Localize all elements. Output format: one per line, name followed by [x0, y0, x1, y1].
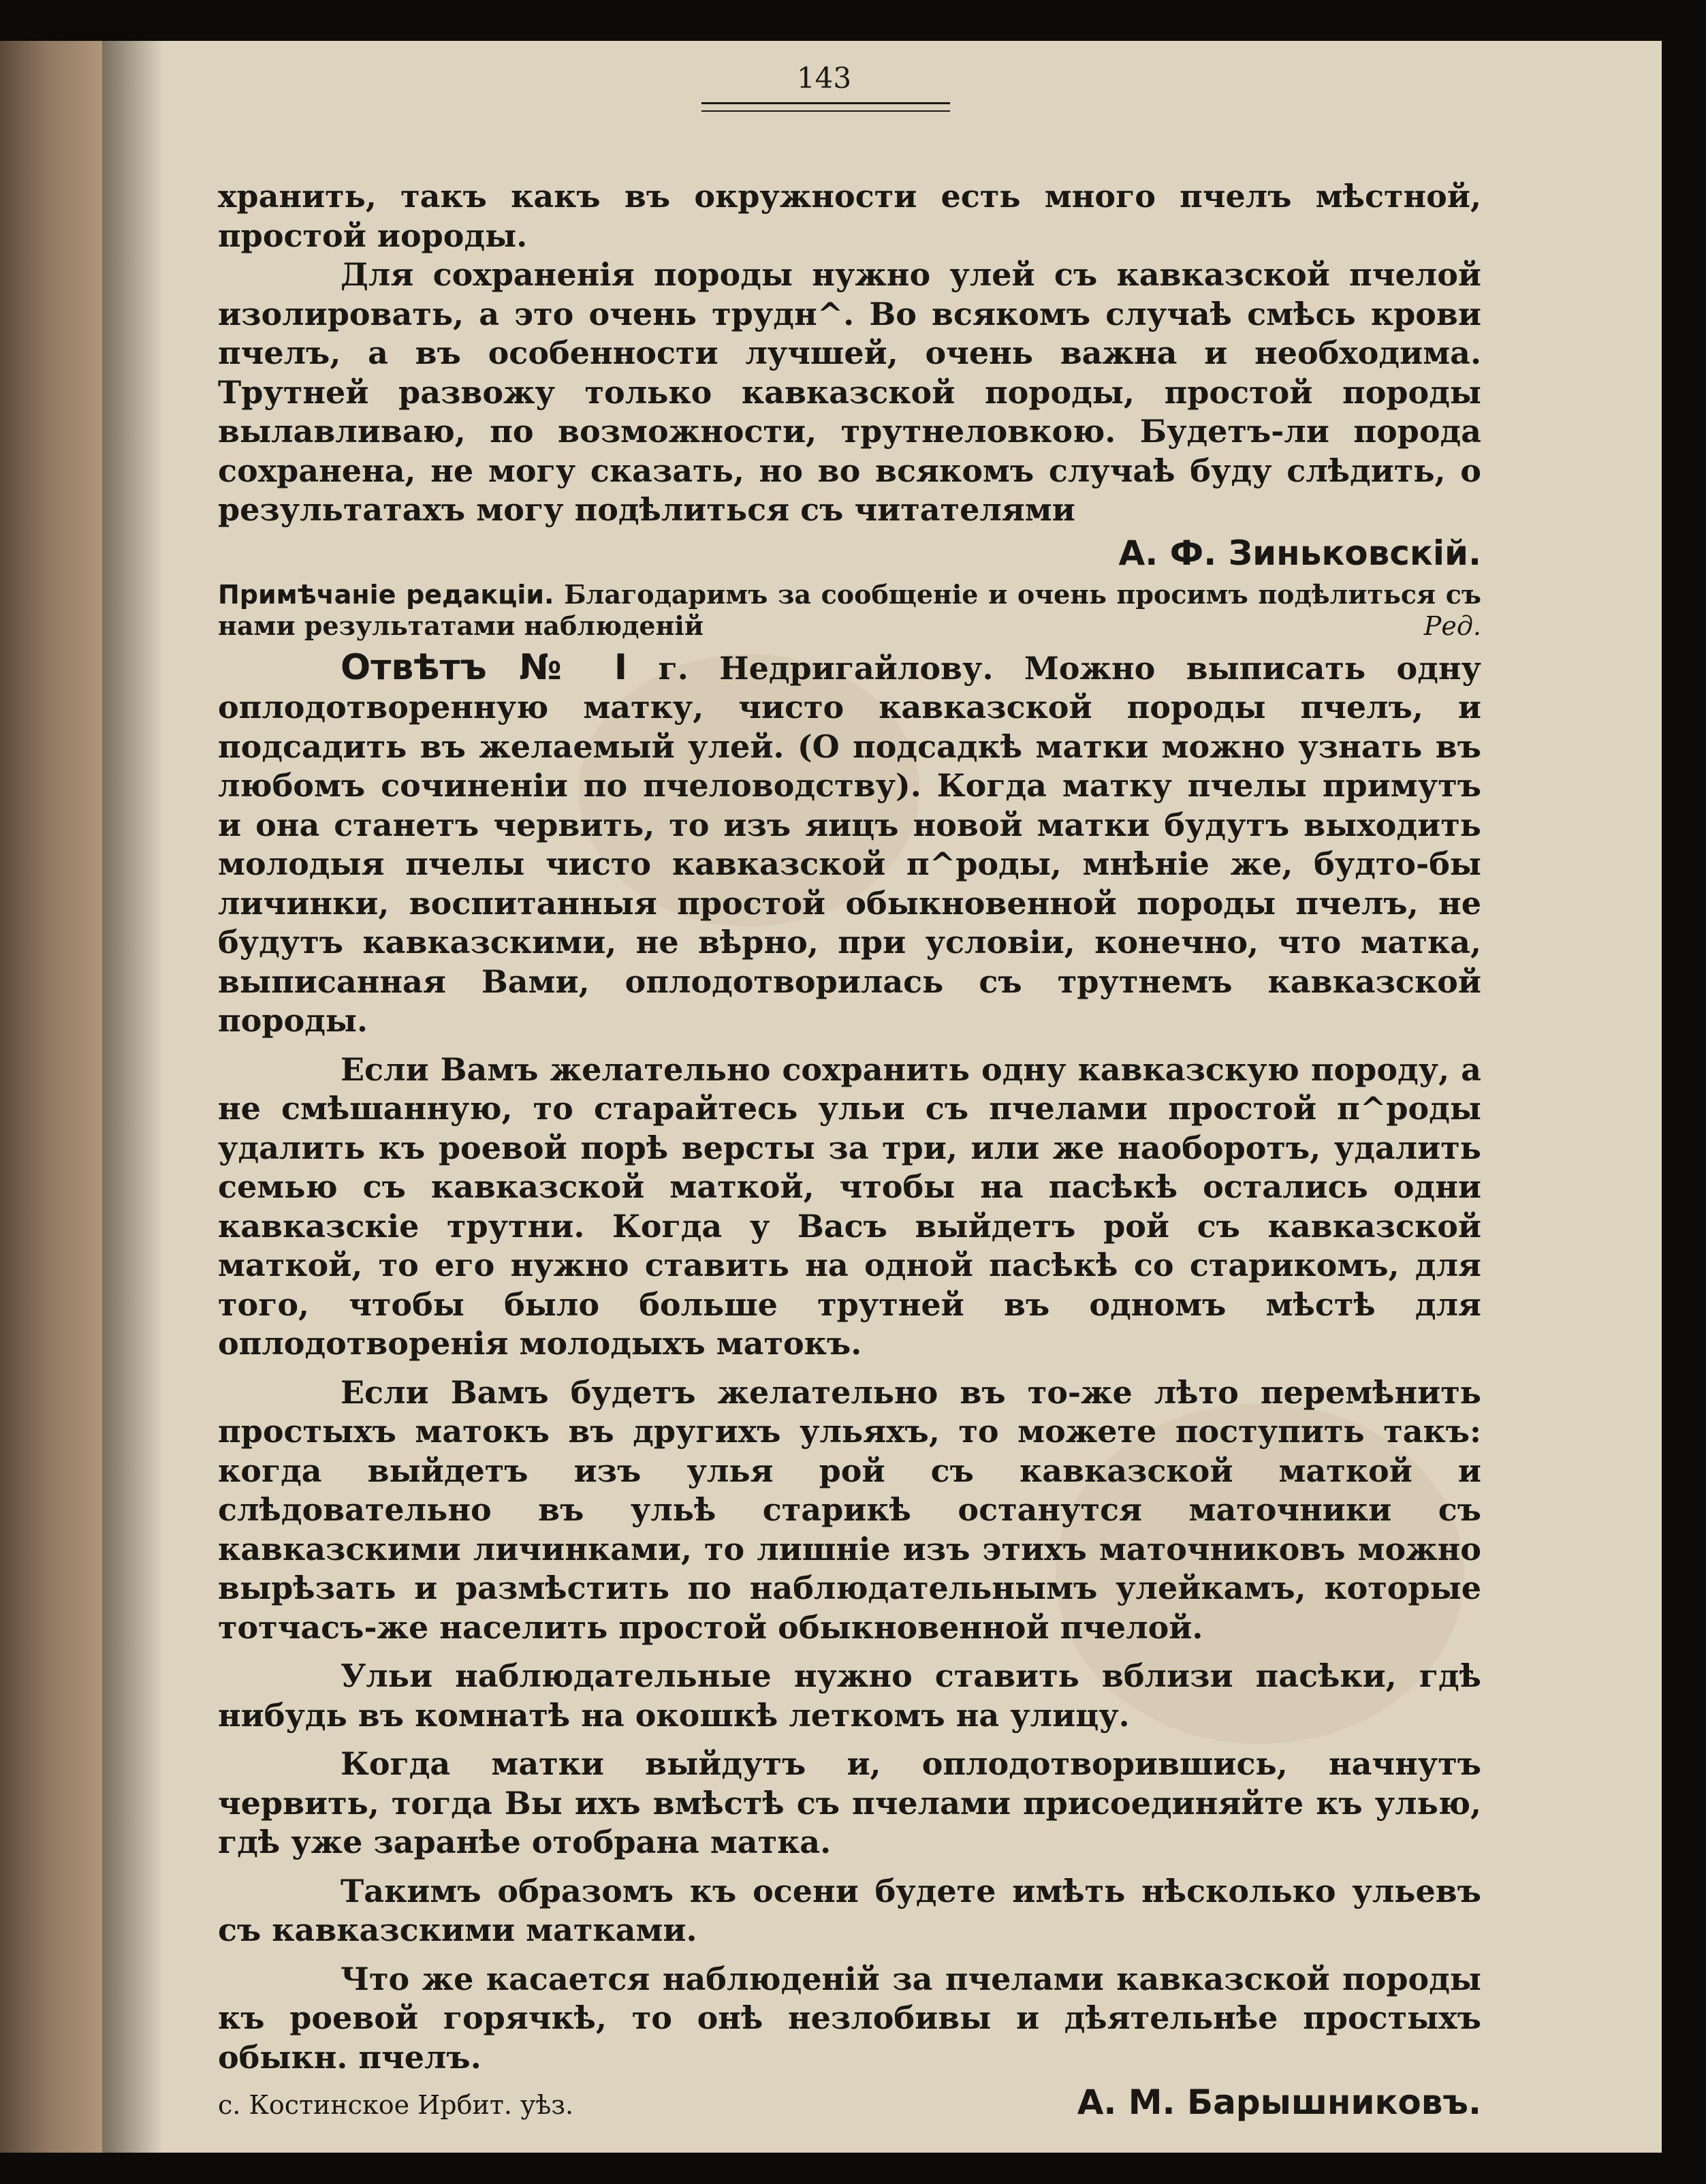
page-number: 143 [796, 61, 852, 95]
closing-line [218, 2082, 1481, 2122]
article-body [218, 177, 1481, 2122]
paragraph: Если Вамъ будетъ желательно въ то-же лѣто перемѣнить простыхъ матокъ въ другихъ ульяхъ, то можете поступить такъ: когда выйдетъ изъ улья рой съ кавказской маткой и слѣдовательно въ ульѣ старикѣ останутся маточники съ кавказскими личинками, то лишніе изъ этихъ маточниковъ можно вырѣзать и размѣстить по наблюдательнымъ улейкамъ, которые тотчасъ-же населить простой обыкновенной пчелой. [218, 1373, 1481, 1646]
paragraph: Такимъ образомъ къ осени будете имѣть нѣсколько ульевъ съ кавказскими матками. [218, 1872, 1481, 1948]
editor-note-text: Благодаримъ за сообщеніе и очень просимъ подѣлиться съ нами результатами наблюденій [218, 578, 1482, 641]
author-signature: А. М. Барышниковъ. [1077, 2082, 1481, 2122]
paragraph: Когда матки выйдутъ и, оплодотворившись, начнутъ червить, тогда Вы ихъ вмѣстѣ съ пчелами присоединяйте къ улью, гдѣ уже заранѣе отобрана матка. [218, 1745, 1481, 1860]
answer-paragraph [218, 646, 1481, 1041]
header-rule [701, 110, 950, 112]
editor-note-sign: Ред. [1423, 610, 1481, 641]
answer-text: г. Недригайлову. Можно выписать одну оплодотворенную матку, чисто кавказской породы пчелъ, и подсадить въ желаемый улей. (О подсадкѣ матки можно узнать въ любомъ сочиненіи по пчеловодству). Когда матку пчелы примутъ и она станетъ червить, то изъ яицъ новой матки будутъ выходить молодыя пчелы чисто кавказской п^роды, мнѣніе же, будто-бы личинки, воспитанныя простой обыкновенной породы пчелъ, не будутъ кавказскими, не вѣрно, при условіи, конечно, что матка, выписанная Вами, оплодотворилась съ трутнемъ кавказской породы. [218, 649, 1481, 1039]
book-spine [0, 41, 102, 2153]
header-rule [701, 102, 950, 104]
editor-note [218, 579, 1481, 642]
paragraph: Что же касается наблюденій за пчелами кавказской породы къ роевой горячкѣ, то онѣ незлобивы и дѣятельнѣе простыхъ обыкн. пчелъ. [218, 1960, 1481, 2076]
gutter-shadow [102, 41, 163, 2153]
paragraph: Для сохраненія породы нужно улей съ кавказской пчелой изолировать, а это очень трудн^. Во всякомъ случаѣ смѣсь крови пчелъ, а въ особенности лучшей, очень важна и необходима. Трутней развожу только кавказской породы, простой породы вылавливаю, по возможности, трутнеловкою. Будетъ-ли порода сохранена, не могу сказать, но во всякомъ случаѣ буду слѣдить, о результатахъ могу подѣлиться съ читателями [218, 256, 1481, 528]
editor-note-label: Примѣчаніе редакціи. [218, 579, 554, 610]
answer-label: Отвѣтъ № I [341, 646, 628, 688]
author-signature: А. Ф. Зиньковскій. [1118, 533, 1481, 573]
place-line: с. Костинское Ирбит. уѣз. [218, 2090, 574, 2120]
paragraph: Ульи наблюдательные нужно ставить вблизи пасѣки, гдѣ нибудь въ комнатѣ на окошкѣ леткомъ на улицу. [218, 1657, 1481, 1734]
paragraph: Если Вамъ желательно сохранить одну кавказскую породу, а не смѣшанную, то старайтесь ульи съ пчелами простой п^роды удалить къ роевой порѣ версты за три, или же наоборотъ, удалить семью съ кавказской маткой, чтобы на пасѣкѣ остались одни кавказскіе трутни. Когда у Васъ выйдетъ рой съ кавказской маткой, то его нужно ставить на одной пасѣкѣ со старикомъ, для того, чтобы было больше трутней въ одномъ мѣстѣ для оплодотворенія молодыхъ матокъ. [218, 1050, 1481, 1362]
paragraph: хранить, такъ какъ въ окружности есть много пчелъ мѣстной, простой иороды. [218, 178, 1481, 254]
